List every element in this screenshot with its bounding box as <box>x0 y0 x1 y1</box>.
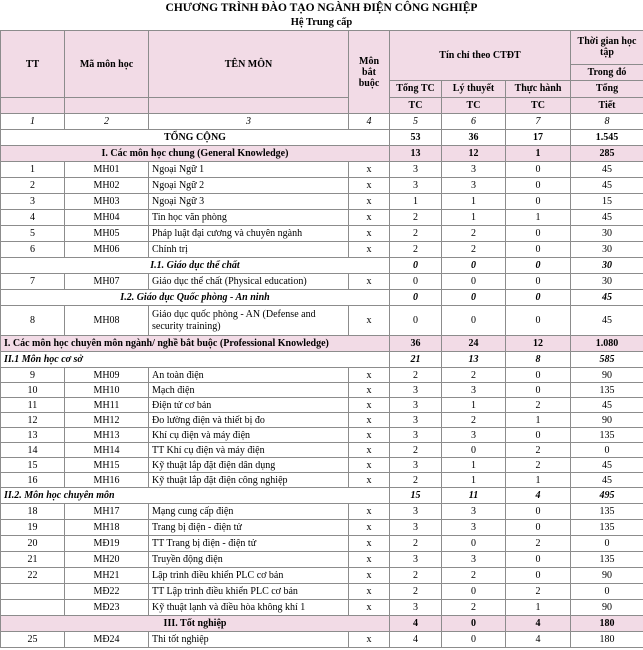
course-ly-thuyet: 3 <box>442 504 506 520</box>
course-tt: 4 <box>1 210 65 226</box>
course-code: MH05 <box>65 226 149 242</box>
course-required-mark: x <box>349 504 390 520</box>
header-tt: TT <box>1 31 65 98</box>
course-tong-tc: 2 <box>390 210 442 226</box>
course-thuc-hanh: 1 <box>506 413 571 428</box>
subsection-physical-education-label: I.1. Giáo dục thể chất <box>1 258 390 274</box>
course-thuc-hanh: 1 <box>506 600 571 616</box>
total-row <box>1 130 643 146</box>
course-thuc-hanh: 1 <box>506 473 571 488</box>
header-mon-bat-buoc: Môn bắt buộc <box>349 31 390 114</box>
course-tiet: 45 <box>571 306 643 336</box>
course-code: MĐ23 <box>65 600 149 616</box>
course-tong-tc: 0 <box>390 306 442 336</box>
course-thuc-hanh: 0 <box>506 368 571 383</box>
course-required-mark: x <box>349 178 390 194</box>
course-tiet: 45 <box>571 473 643 488</box>
course-row <box>1 520 643 536</box>
course-tiet: 90 <box>571 368 643 383</box>
total-ly-thuyet: 36 <box>442 130 506 146</box>
subsection-specialized-thuc-hanh: 4 <box>506 488 571 504</box>
course-thuc-hanh: 2 <box>506 458 571 473</box>
course-tiet: 15 <box>571 194 643 210</box>
course-thuc-hanh: 0 <box>506 520 571 536</box>
course-tt: 18 <box>1 504 65 520</box>
course-tiet: 90 <box>571 413 643 428</box>
course-required-mark: x <box>349 584 390 600</box>
course-row <box>1 274 643 290</box>
header-unit-tc: TC <box>506 98 571 114</box>
total-thuc-hanh: 17 <box>506 130 571 146</box>
course-code: MH01 <box>65 162 149 178</box>
subsection-defense-thuc-hanh: 0 <box>506 290 571 306</box>
course-thuc-hanh: 0 <box>506 383 571 398</box>
course-name: TT Khí cụ điện và máy điện <box>149 443 349 458</box>
page-subtitle: Hệ Trung cấp <box>290 17 353 28</box>
course-tiet: 0 <box>571 536 643 552</box>
subsection-defense-tiet: 45 <box>571 290 643 306</box>
course-ly-thuyet: 1 <box>442 194 506 210</box>
course-code: MH10 <box>65 383 149 398</box>
course-code: MH16 <box>65 473 149 488</box>
course-tt: 15 <box>1 458 65 473</box>
course-tt: 25 <box>1 632 65 648</box>
course-name: Ngoại Ngữ 2 <box>149 178 349 194</box>
course-name: Truyền động điện <box>149 552 349 568</box>
course-tt: 10 <box>1 383 65 398</box>
subsection-physical-education-tiet: 30 <box>571 258 643 274</box>
course-tiet: 30 <box>571 242 643 258</box>
total-tiet: 1.545 <box>571 130 643 146</box>
course-tong-tc: 3 <box>390 428 442 443</box>
course-tong-tc: 3 <box>390 398 442 413</box>
course-required-mark: x <box>349 473 390 488</box>
course-tiet: 135 <box>571 504 643 520</box>
course-name: Mạch điện <box>149 383 349 398</box>
course-ly-thuyet: 3 <box>442 552 506 568</box>
course-code: MĐ19 <box>65 536 149 552</box>
section-general <box>1 146 643 162</box>
course-code: MH04 <box>65 210 149 226</box>
section-graduation-label: III. Tốt nghiệp <box>1 616 390 632</box>
course-tiet: 30 <box>571 274 643 290</box>
course-row <box>1 473 643 488</box>
total-tong-tc: 53 <box>390 130 442 146</box>
course-tiet: 45 <box>571 398 643 413</box>
section-general-label: I. Các môn học chung (General Knowledge) <box>1 146 390 162</box>
course-tong-tc: 2 <box>390 443 442 458</box>
course-tiet: 90 <box>571 600 643 616</box>
course-tong-tc: 3 <box>390 458 442 473</box>
subsection-foundation-ly-thuyet: 13 <box>442 352 506 368</box>
course-tong-tc: 0 <box>390 274 442 290</box>
course-code: MH02 <box>65 178 149 194</box>
course-tong-tc: 4 <box>390 632 442 648</box>
course-thuc-hanh: 0 <box>506 306 571 336</box>
course-name: Đo lường điện và thiết bị đo <box>149 413 349 428</box>
course-code: MH09 <box>65 368 149 383</box>
course-ly-thuyet: 1 <box>442 398 506 413</box>
course-name: Tin học văn phòng <box>149 210 349 226</box>
course-ly-thuyet: 3 <box>442 520 506 536</box>
course-required-mark: x <box>349 632 390 648</box>
course-ly-thuyet: 2 <box>442 568 506 584</box>
course-tiet: 45 <box>571 162 643 178</box>
header-trong-do: Trong đó <box>571 64 643 80</box>
header-thoi-gian: Thời gian học tập <box>571 31 643 65</box>
course-row <box>1 443 643 458</box>
course-tt: 12 <box>1 413 65 428</box>
header-thuc-hanh: Thực hành <box>506 80 571 97</box>
course-name: Mạng cung cấp điện <box>149 504 349 520</box>
course-required-mark: x <box>349 568 390 584</box>
course-tiet: 135 <box>571 552 643 568</box>
course-tt: 19 <box>1 520 65 536</box>
course-name: Ngoại Ngữ 3 <box>149 194 349 210</box>
course-row <box>1 398 643 413</box>
course-thuc-hanh: 0 <box>506 162 571 178</box>
subsection-foundation-tiet: 585 <box>571 352 643 368</box>
section-general-thuc-hanh: 1 <box>506 146 571 162</box>
course-tong-tc: 2 <box>390 584 442 600</box>
section-general-ly-thuyet: 12 <box>442 146 506 162</box>
course-required-mark: x <box>349 226 390 242</box>
course-name: Chính trị <box>149 242 349 258</box>
course-tt: 3 <box>1 194 65 210</box>
course-tt: 7 <box>1 274 65 290</box>
course-tiet: 0 <box>571 584 643 600</box>
course-ly-thuyet: 0 <box>442 443 506 458</box>
course-tong-tc: 2 <box>390 242 442 258</box>
course-row <box>1 242 643 258</box>
course-ly-thuyet: 0 <box>442 584 506 600</box>
course-tong-tc: 2 <box>390 368 442 383</box>
curriculum-table <box>0 30 643 648</box>
section-general-tong-tc: 13 <box>390 146 442 162</box>
course-name: Kỹ thuật lắp đặt điện công nghiệp <box>149 473 349 488</box>
course-row <box>1 536 643 552</box>
course-row <box>1 413 643 428</box>
subsection-foundation <box>1 352 643 368</box>
subsection-foundation-label: II.1 Môn học cơ sở <box>1 352 390 368</box>
course-tong-tc: 3 <box>390 552 442 568</box>
header-unit-tiet: Tiết <box>571 98 643 114</box>
course-ly-thuyet: 0 <box>442 632 506 648</box>
column-number: 3 <box>149 114 349 130</box>
course-code: MH11 <box>65 398 149 413</box>
course-row <box>1 162 643 178</box>
course-code: MH18 <box>65 520 149 536</box>
course-required-mark: x <box>349 210 390 226</box>
course-required-mark: x <box>349 242 390 258</box>
course-row <box>1 584 643 600</box>
course-thuc-hanh: 0 <box>506 242 571 258</box>
course-row <box>1 210 643 226</box>
subsection-specialized-tong-tc: 15 <box>390 488 442 504</box>
course-tong-tc: 2 <box>390 473 442 488</box>
course-tt: 21 <box>1 552 65 568</box>
course-tt <box>1 584 65 600</box>
column-number: 1 <box>1 114 65 130</box>
header-ly-thuyet: Lý thuyết <box>442 80 506 97</box>
course-tong-tc: 2 <box>390 536 442 552</box>
course-tt: 2 <box>1 178 65 194</box>
course-name: TT Lập trình điều khiển PLC cơ bản <box>149 584 349 600</box>
course-tong-tc: 3 <box>390 520 442 536</box>
course-name: Trang bị điện - điện tử <box>149 520 349 536</box>
course-tt: 1 <box>1 162 65 178</box>
course-name: An toàn điện <box>149 368 349 383</box>
course-tiet: 180 <box>571 632 643 648</box>
course-tiet: 90 <box>571 568 643 584</box>
course-required-mark: x <box>349 536 390 552</box>
course-name: TT Trang bị điện - điện tử <box>149 536 349 552</box>
header-tong-tc: Tổng TC <box>390 80 442 97</box>
course-code: MH12 <box>65 413 149 428</box>
course-tiet: 45 <box>571 178 643 194</box>
course-tong-tc: 3 <box>390 413 442 428</box>
page-title: CHƯƠNG TRÌNH ĐÀO TẠO NGÀNH ĐIỆN CÔNG NGHIỆP <box>165 2 478 14</box>
course-name: Khí cụ điện và máy điện <box>149 428 349 443</box>
column-number: 2 <box>65 114 149 130</box>
course-row <box>1 458 643 473</box>
course-tong-tc: 2 <box>390 226 442 242</box>
course-thuc-hanh: 4 <box>506 632 571 648</box>
course-row <box>1 306 643 336</box>
course-row <box>1 383 643 398</box>
course-thuc-hanh: 0 <box>506 226 571 242</box>
course-tong-tc: 3 <box>390 600 442 616</box>
course-tiet: 45 <box>571 458 643 473</box>
course-tong-tc: 3 <box>390 504 442 520</box>
course-ly-thuyet: 1 <box>442 458 506 473</box>
course-ly-thuyet: 2 <box>442 368 506 383</box>
header-unit-tc: TC <box>442 98 506 114</box>
course-ly-thuyet: 2 <box>442 226 506 242</box>
course-ly-thuyet: 3 <box>442 162 506 178</box>
section-professional-tiet: 1.080 <box>571 336 643 352</box>
course-row <box>1 178 643 194</box>
section-professional-tong-tc: 36 <box>390 336 442 352</box>
course-tt: 14 <box>1 443 65 458</box>
course-thuc-hanh: 0 <box>506 552 571 568</box>
course-thuc-hanh: 0 <box>506 178 571 194</box>
subsection-defense-label: I.2. Giáo dục Quốc phòng - An ninh <box>1 290 390 306</box>
course-row <box>1 600 643 616</box>
course-row <box>1 368 643 383</box>
course-row <box>1 428 643 443</box>
subsection-physical-education-tong-tc: 0 <box>390 258 442 274</box>
course-tt: 16 <box>1 473 65 488</box>
course-name: Thi tốt nghiệp <box>149 632 349 648</box>
column-number: 8 <box>571 114 643 130</box>
course-code: MH14 <box>65 443 149 458</box>
header-ten-mon: TÊN MÔN <box>149 31 349 98</box>
subsection-physical-education <box>1 258 643 274</box>
course-required-mark: x <box>349 368 390 383</box>
subsection-foundation-thuc-hanh: 8 <box>506 352 571 368</box>
course-ly-thuyet: 2 <box>442 242 506 258</box>
column-number: 6 <box>442 114 506 130</box>
course-required-mark: x <box>349 443 390 458</box>
section-graduation-tiet: 180 <box>571 616 643 632</box>
course-code: MH20 <box>65 552 149 568</box>
course-row <box>1 568 643 584</box>
course-ly-thuyet: 0 <box>442 536 506 552</box>
course-ly-thuyet: 3 <box>442 178 506 194</box>
course-ly-thuyet: 2 <box>442 600 506 616</box>
course-code: MH21 <box>65 568 149 584</box>
course-required-mark: x <box>349 383 390 398</box>
course-tt: 13 <box>1 428 65 443</box>
course-name: Giáo dục thể chất (Physical education) <box>149 274 349 290</box>
course-row <box>1 226 643 242</box>
course-required-mark: x <box>349 428 390 443</box>
course-thuc-hanh: 0 <box>506 568 571 584</box>
course-tong-tc: 2 <box>390 568 442 584</box>
subsection-defense-ly-thuyet: 0 <box>442 290 506 306</box>
course-required-mark: x <box>349 274 390 290</box>
course-tiet: 135 <box>571 428 643 443</box>
course-code: MH17 <box>65 504 149 520</box>
column-number: 4 <box>349 114 390 130</box>
course-row <box>1 632 643 648</box>
course-tong-tc: 1 <box>390 194 442 210</box>
subsection-specialized-tiet: 495 <box>571 488 643 504</box>
header-row <box>1 31 643 65</box>
column-number-row <box>1 114 643 130</box>
course-code: MH06 <box>65 242 149 258</box>
course-required-mark: x <box>349 552 390 568</box>
course-ly-thuyet: 0 <box>442 274 506 290</box>
course-thuc-hanh: 0 <box>506 274 571 290</box>
header-tin-chi: Tín chỉ theo CTĐT <box>390 31 571 81</box>
course-tiet: 45 <box>571 210 643 226</box>
course-thuc-hanh: 0 <box>506 428 571 443</box>
course-tong-tc: 3 <box>390 178 442 194</box>
course-required-mark: x <box>349 520 390 536</box>
section-general-tiet: 285 <box>571 146 643 162</box>
section-graduation-tong-tc: 4 <box>390 616 442 632</box>
course-thuc-hanh: 2 <box>506 398 571 413</box>
course-ly-thuyet: 1 <box>442 473 506 488</box>
subsection-specialized-ly-thuyet: 11 <box>442 488 506 504</box>
section-professional-thuc-hanh: 12 <box>506 336 571 352</box>
course-tong-tc: 3 <box>390 383 442 398</box>
course-name: Ngoại Ngữ 1 <box>149 162 349 178</box>
course-tt: 8 <box>1 306 65 336</box>
course-tt: 22 <box>1 568 65 584</box>
course-tiet: 30 <box>571 226 643 242</box>
course-code: MH15 <box>65 458 149 473</box>
course-thuc-hanh: 0 <box>506 194 571 210</box>
column-number: 5 <box>390 114 442 130</box>
course-tiet: 135 <box>571 383 643 398</box>
course-tt <box>1 600 65 616</box>
subsection-foundation-tong-tc: 21 <box>390 352 442 368</box>
section-graduation-thuc-hanh: 4 <box>506 616 571 632</box>
course-row <box>1 504 643 520</box>
course-required-mark: x <box>349 413 390 428</box>
header-unit-tc: TC <box>390 98 442 114</box>
header-blank <box>1 98 65 114</box>
course-ly-thuyet: 3 <box>442 428 506 443</box>
course-name: Pháp luật đại cương và chuyên ngành <box>149 226 349 242</box>
subsection-physical-education-thuc-hanh: 0 <box>506 258 571 274</box>
section-graduation <box>1 616 643 632</box>
course-name: Kỹ thuật lắp đặt điện dân dụng <box>149 458 349 473</box>
header-tong: Tổng <box>571 80 643 97</box>
subsection-physical-education-ly-thuyet: 0 <box>442 258 506 274</box>
course-name: Lập trình điều khiển PLC cơ bản <box>149 568 349 584</box>
section-professional <box>1 336 643 352</box>
course-name: Giáo dục quốc phòng - AN (Defense and security training) <box>149 306 349 336</box>
course-code: MH13 <box>65 428 149 443</box>
course-tt: 6 <box>1 242 65 258</box>
header-blank <box>65 98 149 114</box>
course-tt: 9 <box>1 368 65 383</box>
course-code: MH03 <box>65 194 149 210</box>
course-row <box>1 552 643 568</box>
course-thuc-hanh: 0 <box>506 504 571 520</box>
course-required-mark: x <box>349 162 390 178</box>
subsection-defense <box>1 290 643 306</box>
section-professional-ly-thuyet: 24 <box>442 336 506 352</box>
subsection-specialized <box>1 488 643 504</box>
course-code: MH07 <box>65 274 149 290</box>
course-tiet: 135 <box>571 520 643 536</box>
header-ma-mon-hoc: Mã môn học <box>65 31 149 98</box>
course-required-mark: x <box>349 458 390 473</box>
course-ly-thuyet: 3 <box>442 383 506 398</box>
course-tiet: 0 <box>571 443 643 458</box>
course-ly-thuyet: 0 <box>442 306 506 336</box>
course-thuc-hanh: 1 <box>506 210 571 226</box>
course-tt: 20 <box>1 536 65 552</box>
course-thuc-hanh: 2 <box>506 443 571 458</box>
course-row <box>1 194 643 210</box>
course-required-mark: x <box>349 600 390 616</box>
subsection-specialized-label: II.2. Môn học chuyên môn <box>1 488 390 504</box>
section-graduation-ly-thuyet: 0 <box>442 616 506 632</box>
course-required-mark: x <box>349 398 390 413</box>
course-required-mark: x <box>349 194 390 210</box>
course-tong-tc: 3 <box>390 162 442 178</box>
course-code: MĐ24 <box>65 632 149 648</box>
subsection-defense-tong-tc: 0 <box>390 290 442 306</box>
course-name: Kỹ thuật lạnh và điều hòa không khí 1 <box>149 600 349 616</box>
course-required-mark: x <box>349 306 390 336</box>
column-number: 7 <box>506 114 571 130</box>
course-ly-thuyet: 2 <box>442 413 506 428</box>
course-tt: 5 <box>1 226 65 242</box>
course-thuc-hanh: 2 <box>506 536 571 552</box>
course-code: MĐ22 <box>65 584 149 600</box>
section-professional-label: I. Các môn học chuyên môn ngành/ nghề bắt buộc (Professional Knowledge) <box>1 336 390 352</box>
course-ly-thuyet: 1 <box>442 210 506 226</box>
course-name: Điện tử cơ bản <box>149 398 349 413</box>
course-tt: 11 <box>1 398 65 413</box>
course-code: MH08 <box>65 306 149 336</box>
total-label: TỔNG CỘNG <box>1 130 390 146</box>
header-blank <box>149 98 349 114</box>
course-thuc-hanh: 2 <box>506 584 571 600</box>
